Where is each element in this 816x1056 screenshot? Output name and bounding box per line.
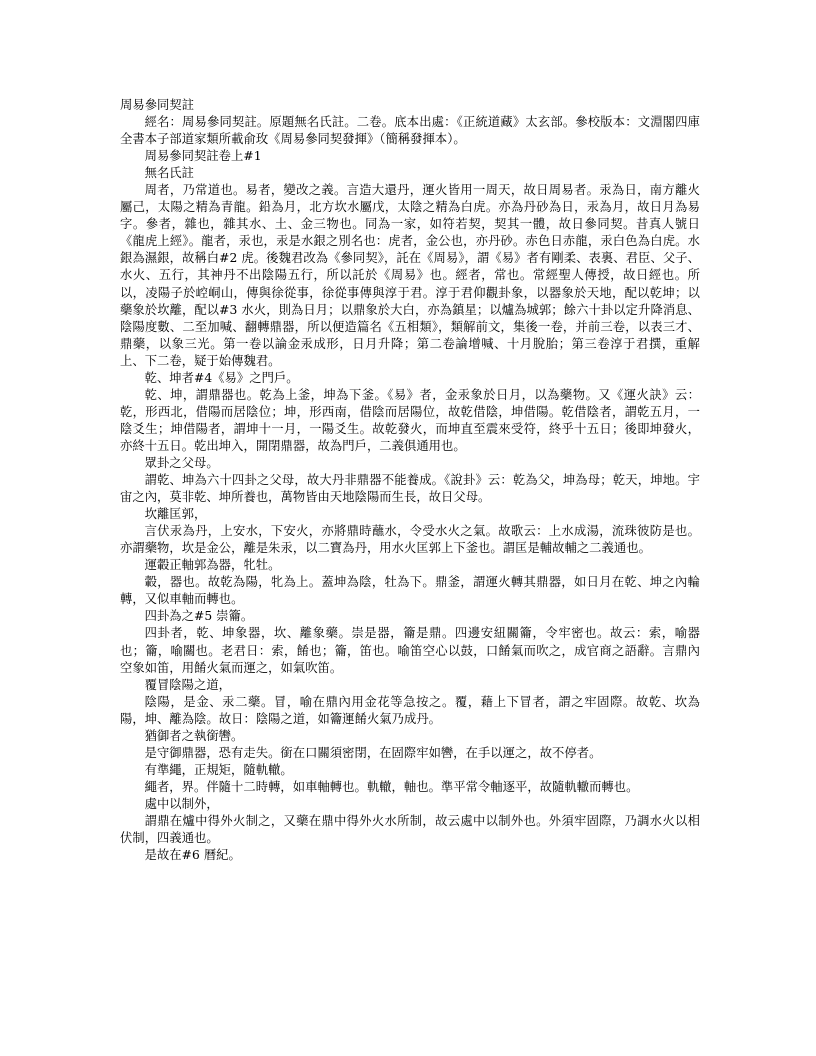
commentary-paragraph: 轂，器也。故乾為陽，牝為上。蓋坤為陰，牡為下。鼎釜，謂運火轉其鼎器，如日月在乾、坤之內輪轉，又似車軸而轉也。 [120, 575, 700, 607]
commentary-paragraph: 四卦者，乾、坤象器，坎、離象藥。崇是器，籥是鼎。四邊安紐關籥，令牢密也。故云：索，喻器也；籥，喻關也。老君日：索，餚也；籥，笛也。喻笛空心以鼓，口餚氣而吹之，成官商之語辭。言鼎內空象如笛，用餚火氣而運之，如氣吹笛。 [120, 626, 700, 675]
commentary-paragraph: 經名：周易參同契註。原題無名氏註。二卷。底本出處：《正統道藏》太玄部。參校版本：文淵閣四庫全書本子部道家類所載俞玫《周易參同契發揮》（簡稱發揮本）。 [120, 115, 700, 147]
commentary-paragraph: 謂鼎在爐中得外火制之，又藥在鼎中得外火水所制，故云處中以制外也。外須牢固際，乃調水火以相伏制，四義通也。 [120, 813, 700, 846]
commentary-paragraph: 謂乾、坤為六十四卦之父母，故大丹非鼎器不能養成。《說卦》云：乾為父，坤為母；乾天，坤地。宇宙之內，莫非乾、坤所養也，萬物皆由天地陰陽而生長，故日父母。 [120, 473, 700, 505]
commentary-paragraph: 乾、坤，謂鼎器也。乾為上釜，坤為下釜。《易》者，金汞象於日月，以為藥物。又《運火訣》云：乾，形西北，借陽而居陰位；坤，形西南，借陰而居陽位，故乾借陰，坤借陽。乾借陰者，謂乾五月，一陰爻生；坤借陽者，謂坤十一月，一陽爻生。故乾發火，而坤直至震來受符，終乎十五日；後即坤發火，亦終十五日。乾出坤入，開閉鼎器，故為門戶，二義俱通用也。 [120, 387, 700, 453]
section-heading: 無名氏註 [144, 166, 194, 181]
scripture-quote-line: 是故在#6 曆紀。 [144, 848, 241, 863]
scripture-quote-line: 猶御者之執銜轡。 [144, 728, 244, 743]
scripture-quote-line: 坎離匡郭， [144, 507, 207, 522]
commentary-paragraph: 陰陽，是金、汞二藥。冒，喻在鼎內用金花等急按之。覆，藉上下冒者，謂之牢固際。故乾、坎為陽，坤、離為陰。故日：陰陽之道，如籥運餚火氣乃成丹。 [120, 694, 700, 726]
document-text-body [120, 97, 700, 864]
scripture-quote-line: 運轂正軸郭為器，牝牡。 [144, 558, 281, 573]
commentary-paragraph: 是守御鼎器，恐有走失。銜在口關須密閉，在固際牢如轡，在手以運之，故不停者。 [144, 745, 602, 760]
section-heading: 周易參同契註卷上#1 [144, 149, 262, 164]
scripture-quote-line: 覆冒陰陽之道， [144, 677, 232, 692]
scripture-quote-line: 眾卦之父母。 [144, 455, 219, 470]
scripture-quote-line: 乾、坤者#4《易》之門戶。 [144, 370, 299, 385]
page-title: 周易參同契註 [120, 98, 195, 112]
commentary-paragraph: 言伏汞為丹，上安水，下安火，亦將鼎時蘸水，令受水火之氣。故歌云：上水成湯，流珠彼防是也。亦謂藥物，坎是金公，離是朱汞，以二寶為丹，用水火匡郭上下釜也。謂匡是輔故輔之二義通也。 [120, 524, 700, 556]
commentary-paragraph: 周者，乃常道也。易者，變改之義。言造大還丹，運火皆用一周天，故日周易者。汞為日，南方離火屬己，太陽之精為青龍。鉛為月，北方坎水屬戊，太陰之精為白虎。亦為丹砂為日，汞為月，故日月為易字。參者，雜也，雜其水、土、金三物也。同為一家，如符若契，契其一體，故日參同契。昔真人號日《龍虎上經》。龍者，汞也，汞是水銀之別名也：虎者，金公也，亦丹砂。赤色日赤龍，汞白色為白虎。水銀為濕銀，故稱白#2 虎。後魏君改為《參同契》，託在《周易》，謂《易》者有剛柔、表裏、君臣、父子、水火、五行，其神丹不出陰陽五行，所以託於《周易》也。經者，常也。常經聖人傳授，故日經也。所以，凌陽子於崆峒山，傳與徐從事，徐從事傳與淳于君。淳于君仰觀卦象，以器象於天地，配以乾坤；以藥象於坎離，配以#3 水火，則為日月；以鼎象於大白，亦為鎮星；以爐為城郭；餘六十卦以定升降消息、陰陽度數、二至加喊、翻轉鼎器，所以便造篇名《五相類》，類解前文，集後一卷，并前三卷，以表三才、鼎藥，以象三光。第一卷以論金汞成形，日月升降；第二卷論增喊、十月脫胎；第三卷淳于君撰，重解上、下二卷，疑于始傳魏君。 [120, 183, 700, 368]
scripture-quote-line: 四卦為之#5 崇籥。 [144, 609, 254, 624]
commentary-paragraph: 繩者，界。伴隨十二時轉，如車軸轉也。軌轍，軸也。準平常令軸逐平，故隨軌轍而轉也。 [144, 779, 639, 794]
scripture-quote-line: 有準繩，正規矩，隨軌轍。 [144, 762, 293, 777]
scripture-quote-line: 處中以制外， [144, 796, 219, 811]
